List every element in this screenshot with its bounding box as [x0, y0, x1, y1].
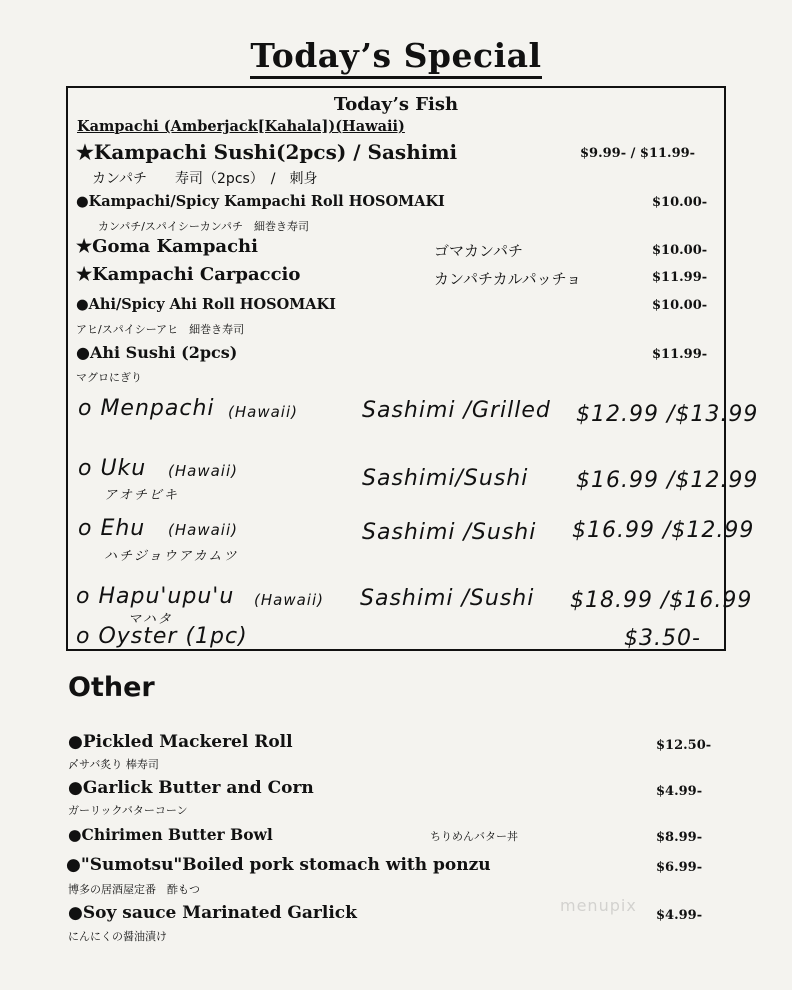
- handwritten-item-name: o Ehu: [78, 516, 146, 541]
- handwritten-item-origin: (Hawaii): [254, 591, 324, 609]
- handwritten-item-price: $16.99 /$12.99: [572, 518, 755, 543]
- handwritten-item-name: o Hapu'upu'u: [76, 584, 235, 609]
- other-item-name: ●Garlick Butter and Corn: [68, 778, 314, 798]
- other-item-jp: ちりめんバター丼: [430, 830, 518, 843]
- handwritten-item-price: $12.99 /$13.99: [576, 402, 759, 427]
- handwritten-item-price: $16.99 /$12.99: [576, 468, 759, 493]
- other-item-jp: にんにくの醤油漬け: [68, 930, 167, 943]
- other-item-jp: ガーリックバターコーン: [68, 804, 188, 817]
- other-item-price: $12.50-: [656, 738, 712, 753]
- menu-item-price: $9.99- / $11.99-: [580, 146, 696, 161]
- menu-item-jp: カンパチカルパッチョ: [434, 270, 582, 288]
- handwritten-item-style: Sashimi /Sushi: [360, 586, 535, 611]
- handwritten-item-name: o Uku: [78, 456, 147, 481]
- menu-item-jp: アヒ/スパイシーアヒ 細巻き寿司: [76, 323, 245, 336]
- handwritten-item-origin: (Hawaii): [168, 462, 238, 480]
- menu-item-name: ★Kampachi Carpaccio: [76, 264, 301, 285]
- other-item-price: $8.99-: [656, 830, 703, 845]
- handwritten-item-origin: (Hawaii): [168, 521, 238, 539]
- other-item-jp: 博多の居酒屋定番 酢もつ: [68, 883, 200, 896]
- menu-item-jp: カンパチ 寿司（2pcs） / 刺身: [92, 171, 318, 187]
- handwritten-item-style: Sashimi /Sushi: [362, 520, 537, 545]
- menu-item-name: ●Ahi Sushi (2pcs): [76, 343, 238, 362]
- other-item-name: ●Chirimen Butter Bowl: [68, 825, 273, 844]
- menu-item-price: $10.00-: [652, 195, 708, 210]
- handwritten-item-name: o Oyster (1pc): [76, 624, 248, 649]
- handwritten-item-jp: ハチジョウアカムツ: [104, 549, 239, 564]
- handwritten-item-jp: マハタ: [128, 612, 173, 627]
- watermark: menupix: [560, 896, 637, 915]
- menu-item-name: ★Goma Kampachi: [76, 236, 258, 257]
- other-heading: Other: [68, 672, 155, 703]
- menu-item-price: $11.99-: [652, 347, 708, 362]
- handwritten-item-jp: アオチビキ: [104, 488, 179, 503]
- other-item-price: $6.99-: [656, 860, 703, 875]
- todays-fish-heading: Today’s Fish: [333, 94, 459, 115]
- menu-item-jp: マグロにぎり: [76, 371, 142, 384]
- handwritten-item-origin: (Hawaii): [228, 403, 298, 421]
- todays-fish-box: [66, 86, 759, 651]
- other-item-price: $4.99-: [656, 908, 703, 923]
- menu-item-name: ★Kampachi Sushi(2pcs) / Sashimi: [76, 140, 458, 164]
- menu-item-price: $11.99-: [652, 270, 708, 285]
- handwritten-item-name: o Menpachi: [78, 396, 215, 421]
- other-item-name: ●"Sumotsu"Boiled pork stomach with ponzu: [66, 855, 491, 875]
- handwritten-item-price: $18.99 /$16.99: [570, 588, 753, 613]
- menu-item-price: $10.00-: [652, 243, 708, 258]
- other-item-name: ●Pickled Mackerel Roll: [68, 732, 293, 752]
- menu-item-jp: カンパチ/スパイシーカンパチ 細巻き寿司: [98, 220, 309, 233]
- fish-subheading: Kampachi (Amberjack[Kahala])(Hawaii): [77, 118, 405, 135]
- page-title: Today’s Special: [0, 36, 792, 75]
- handwritten-item-style: Sashimi/Sushi: [362, 466, 529, 491]
- menu-item-name: ●Ahi/Spicy Ahi Roll HOSOMAKI: [76, 296, 336, 313]
- menu-item-price: $10.00-: [652, 298, 708, 313]
- handwritten-item-style: Sashimi /Grilled: [362, 398, 551, 423]
- menu-item-jp: ゴマカンパチ: [434, 242, 523, 260]
- other-item-price: $4.99-: [656, 784, 703, 799]
- other-item-jp: 〆サバ炙り 棒寿司: [68, 758, 159, 771]
- menu-item-name: ●Kampachi/Spicy Kampachi Roll HOSOMAKI: [76, 193, 445, 210]
- other-item-name: ●Soy sauce Marinated Garlick: [68, 903, 357, 923]
- handwritten-item-price: $3.50-: [624, 626, 701, 651]
